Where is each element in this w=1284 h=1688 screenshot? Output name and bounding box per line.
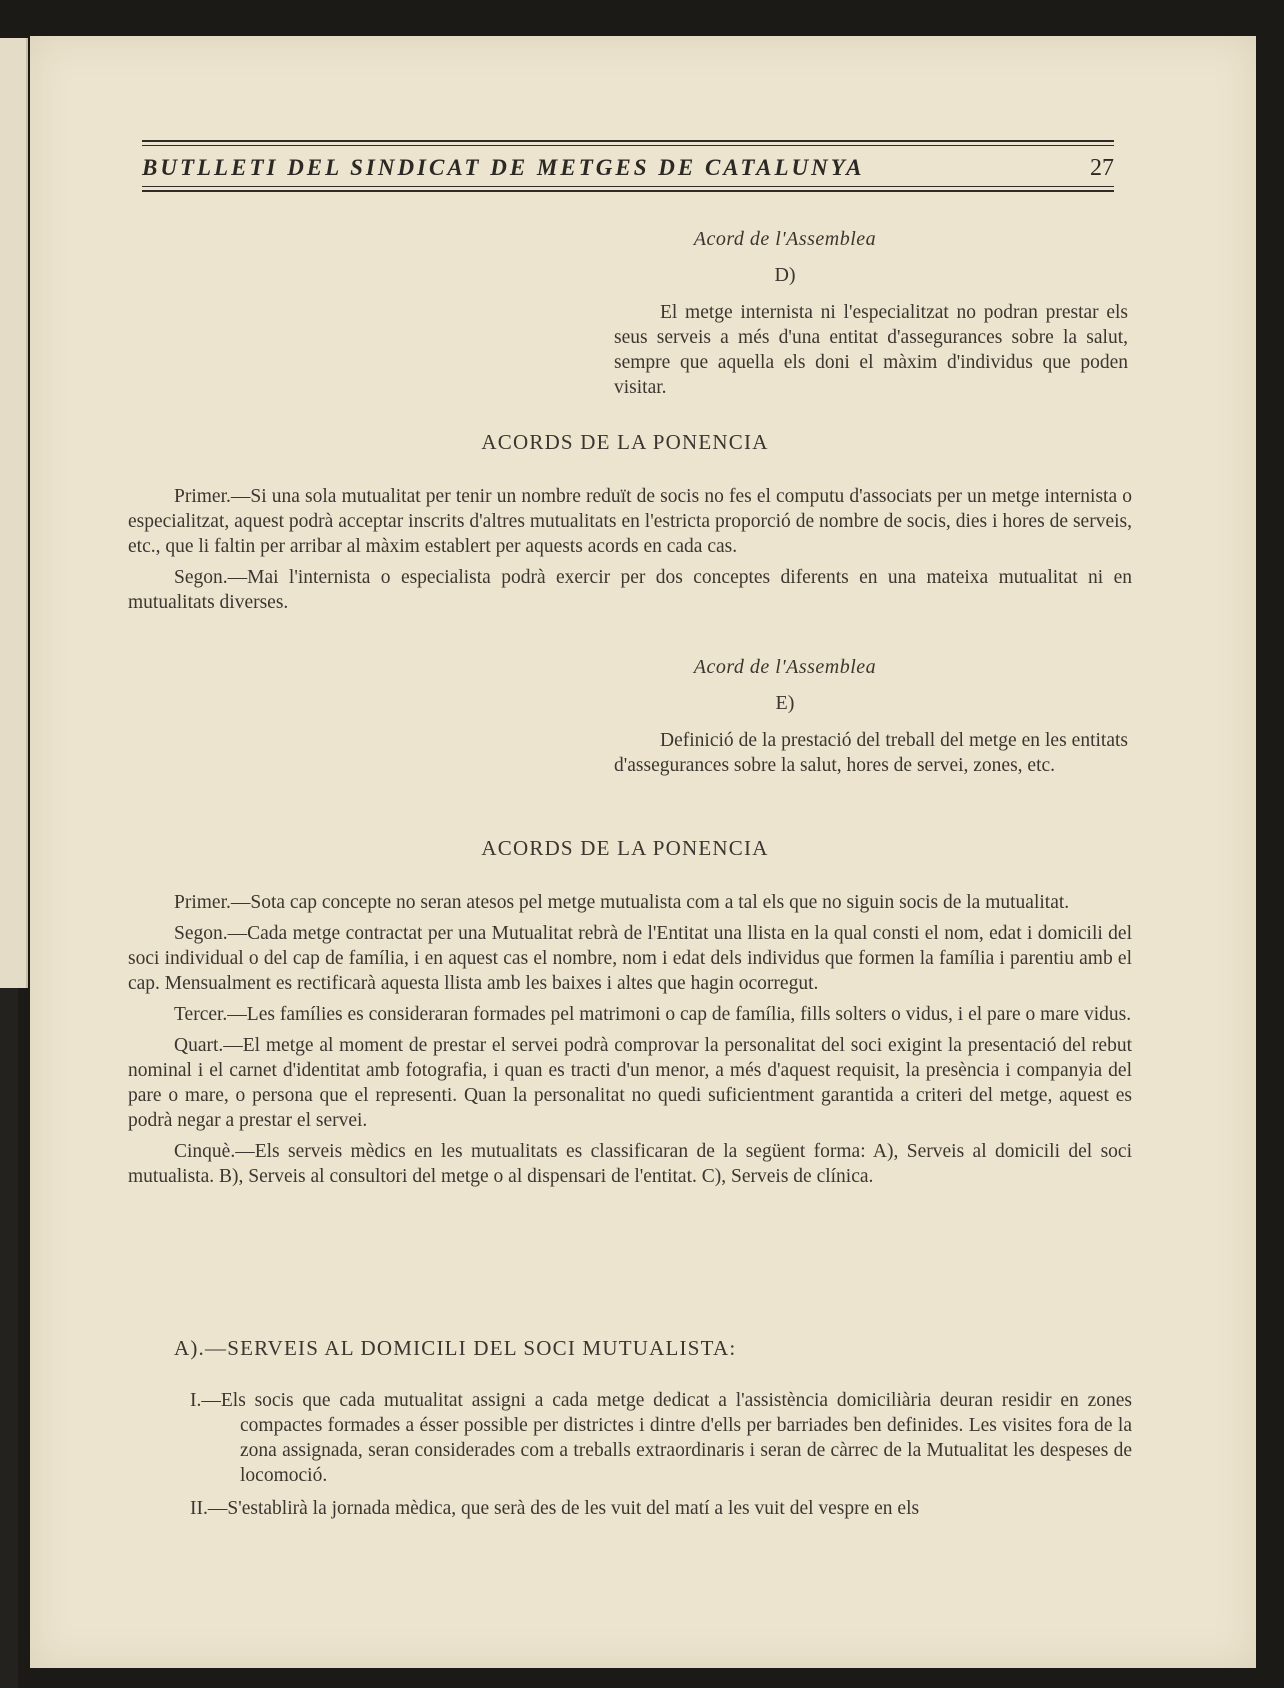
assembly-text-d: El metge internista ni l'especialitzat no podran prestar els seus serveis a més d'una entitat d'assegurances sobre la salut, sempre que aquella els doni el màxim d'individus que poden visitar. [614, 302, 1128, 398]
journal-title: BUTLLETI DEL SINDICAT DE METGES DE CATALUNYA [142, 155, 865, 180]
paragraph: Cinquè.—Els serveis mèdics en les mutualitats es classificaran de la següent forma: A), Serveis al domicili del soci mutualista. B), Serveis al consultori del metge o al dispensari de l'entitat. C), Serveis de clínica. [128, 1141, 1132, 1187]
running-header [142, 140, 1114, 195]
document-page [30, 36, 1256, 1668]
section-a-heading: A).—SERVEIS AL DOMICILI DEL SOCI MUTUALISTA: [174, 1336, 737, 1360]
paragraph: Primer.—Sota cap concepte no seran atesos pel metge mutualista com a tal els que no siguin socis de la mutualitat. [174, 892, 1070, 913]
header-rule-bottom [142, 190, 1114, 192]
list-item: I.—Els socis que cada mutualitat assigni a cada metge dedicat a l'assistència domiciliària deuran residir en zones compactes formades a ésser possible per districtes i dintre d'ells per barriades ben definides. Les visites fora de la zona assignada, seran considerades com a treballs extraordinaris i seran de càrrec de la Mutualitat les despeses de locomoció. [190, 1390, 1132, 1486]
scan-background [0, 988, 18, 1688]
paragraph: Tercer.—Les famílies es consideraran formades pel matrimoni o cap de família, fills solters o vidus, i el pare o mare vidus. [174, 1004, 1132, 1025]
assembly-label-e: Acord de l'Assemblea [693, 656, 877, 678]
paragraph: Quart.—El metge al moment de prestar el servei podrà comprovar la personalitat del soci exigint la presentació del rebut nominal i el carnet d'identitat amb fotografia, i quan es tracti d'un menor, a més d'aquest requisit, la presència i companyia del pare o mare, o persona que el representi. Quan la personalitat no quedi suficientment garantida a criteri del metge, aquest es podrà negar a prestar el servei. [128, 1035, 1132, 1131]
ponencia-2-body [128, 890, 1132, 1189]
section-a-body [190, 1388, 1132, 1521]
assembly-label-d: Acord de l'Assemblea [693, 228, 877, 250]
paragraph: Segon.—Cada metge contractat per una Mutualitat rebrà de l'Entitat una llista en la qual consti el nom, edat i domicili del soci individual o del cap de família, i en aquest cas el nombre, nom i edat dels individus que formen la família i parentiu amb el cap. Mensualment es rectificarà aquesta llista amb les baixes i altes que hagin ocorregut. [128, 923, 1132, 994]
section-letter-e: E) [775, 692, 795, 714]
assembly-text-e: Definició de la prestació del treball del metge en les entitats d'assegurances sobre la salut, hores de servei, zones, etc. [614, 730, 1128, 776]
list-item: II.—S'establirà la jornada mèdica, que serà des de les vuit del matí a les vuit del vespre en els [190, 1498, 920, 1519]
paragraph: Primer.—Si una sola mutualitat per tenir un nombre reduït de socis no fes el computu d'associats per un metge internista o especialitzat, aquest podrà acceptar inscrits d'altres mutualitats en l'estricta proporció de nombre de socis, dies i hores de serveis, etc., que li faltin per arribar al màxim establert per aquests acords en cada cas. [128, 486, 1132, 557]
header-rule-top-thin [142, 145, 1114, 146]
ponencia-1-body [128, 484, 1132, 615]
header-row [142, 149, 1114, 186]
header-rule-top [142, 140, 1114, 142]
ponencia-heading-2: ACORDS DE LA PONENCIA [481, 836, 769, 860]
paragraph: Segon.—Mai l'internista o especialista podrà exercir per dos conceptes diferents en una mateixa mutualitat ni en mutualitats diverses. [128, 567, 1132, 613]
section-letter-d: D) [774, 264, 796, 286]
header-rule-bottom-thin [142, 186, 1114, 187]
page-number: 27 [1090, 155, 1114, 181]
adjacent-page-edge [0, 38, 28, 988]
ponencia-heading-1: ACORDS DE LA PONENCIA [481, 430, 769, 454]
